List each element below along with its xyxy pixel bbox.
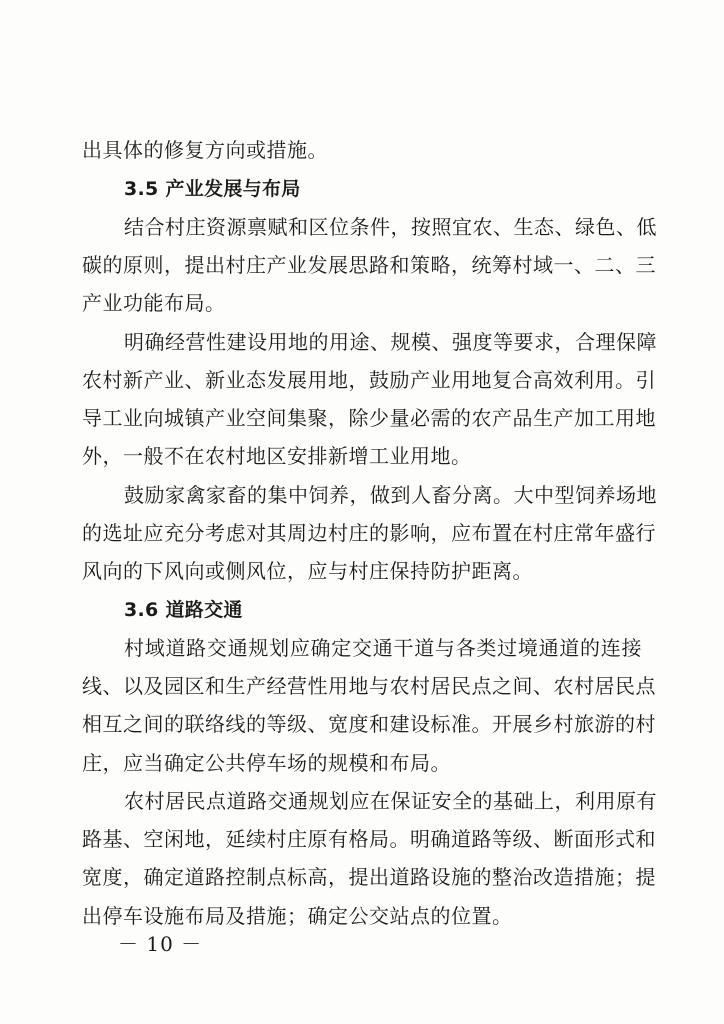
paragraph-line: 产业功能布局。 <box>82 291 226 315</box>
paragraph-line: 宽度，确定道路控制点标高，提出道路设施的整治改造措施；提 <box>82 865 656 889</box>
paragraph-line: 农村新产业、新业态发展用地，鼓励产业用地复合高效利用。引 <box>82 368 656 392</box>
paragraph-line: 出停车设施布局及措施；确定公交站点的位置。 <box>82 904 513 928</box>
paragraph-line: 庄，应当确定公共停车场的规模和布局。 <box>82 751 451 775</box>
paragraph-line: 线、以及园区和生产经营性用地与农村居民点之间、农村居民点 <box>82 674 656 698</box>
paragraph-line: 出具体的修复方向或措施。 <box>82 138 328 162</box>
paragraph-line: 村域道路交通规划应确定交通干道与各类过境通道的连接 <box>124 636 642 660</box>
paragraph-line: 外，一般不在农村地区安排新增工业用地。 <box>82 444 472 468</box>
paragraph-line: 明确经营性建设用地的用途、规模、强度等要求，合理保障 <box>124 330 657 354</box>
section-heading-3-6: 3.6 道路交通 <box>124 599 243 621</box>
paragraph-line: 风向的下风向或侧风位，应与村庄保持防护距离。 <box>82 559 533 583</box>
paragraph-line: 路基、空闲地，延续村庄原有格局。明确道路等级、断面形式和 <box>82 827 656 851</box>
paragraph-line: 农村居民点道路交通规划应在保证安全的基础上，利用原有 <box>124 789 657 813</box>
paragraph-line: 鼓励家禽家畜的集中饲养，做到人畜分离。大中型饲养场地 <box>124 483 657 507</box>
page-number: － 10 － <box>118 932 203 956</box>
paragraph-line: 的选址应充分考虑对其周边村庄的影响，应布置在村庄常年盛行 <box>82 521 656 545</box>
paragraph-line: 导工业向城镇产业空间集聚，除少量必需的农产品生产加工用地 <box>82 406 656 430</box>
paragraph-line: 碳的原则，提出村庄产业发展思路和策略，统筹村域一、二、三 <box>82 253 656 277</box>
section-heading-3-5: 3.5 产业发展与布局 <box>124 178 301 200</box>
paragraph-line: 相互之间的联络线的等级、宽度和建设标准。开展乡村旅游的村 <box>82 712 656 736</box>
paragraph-line: 结合村庄资源禀赋和区位条件，按照宜农、生态、绿色、低 <box>124 215 657 239</box>
